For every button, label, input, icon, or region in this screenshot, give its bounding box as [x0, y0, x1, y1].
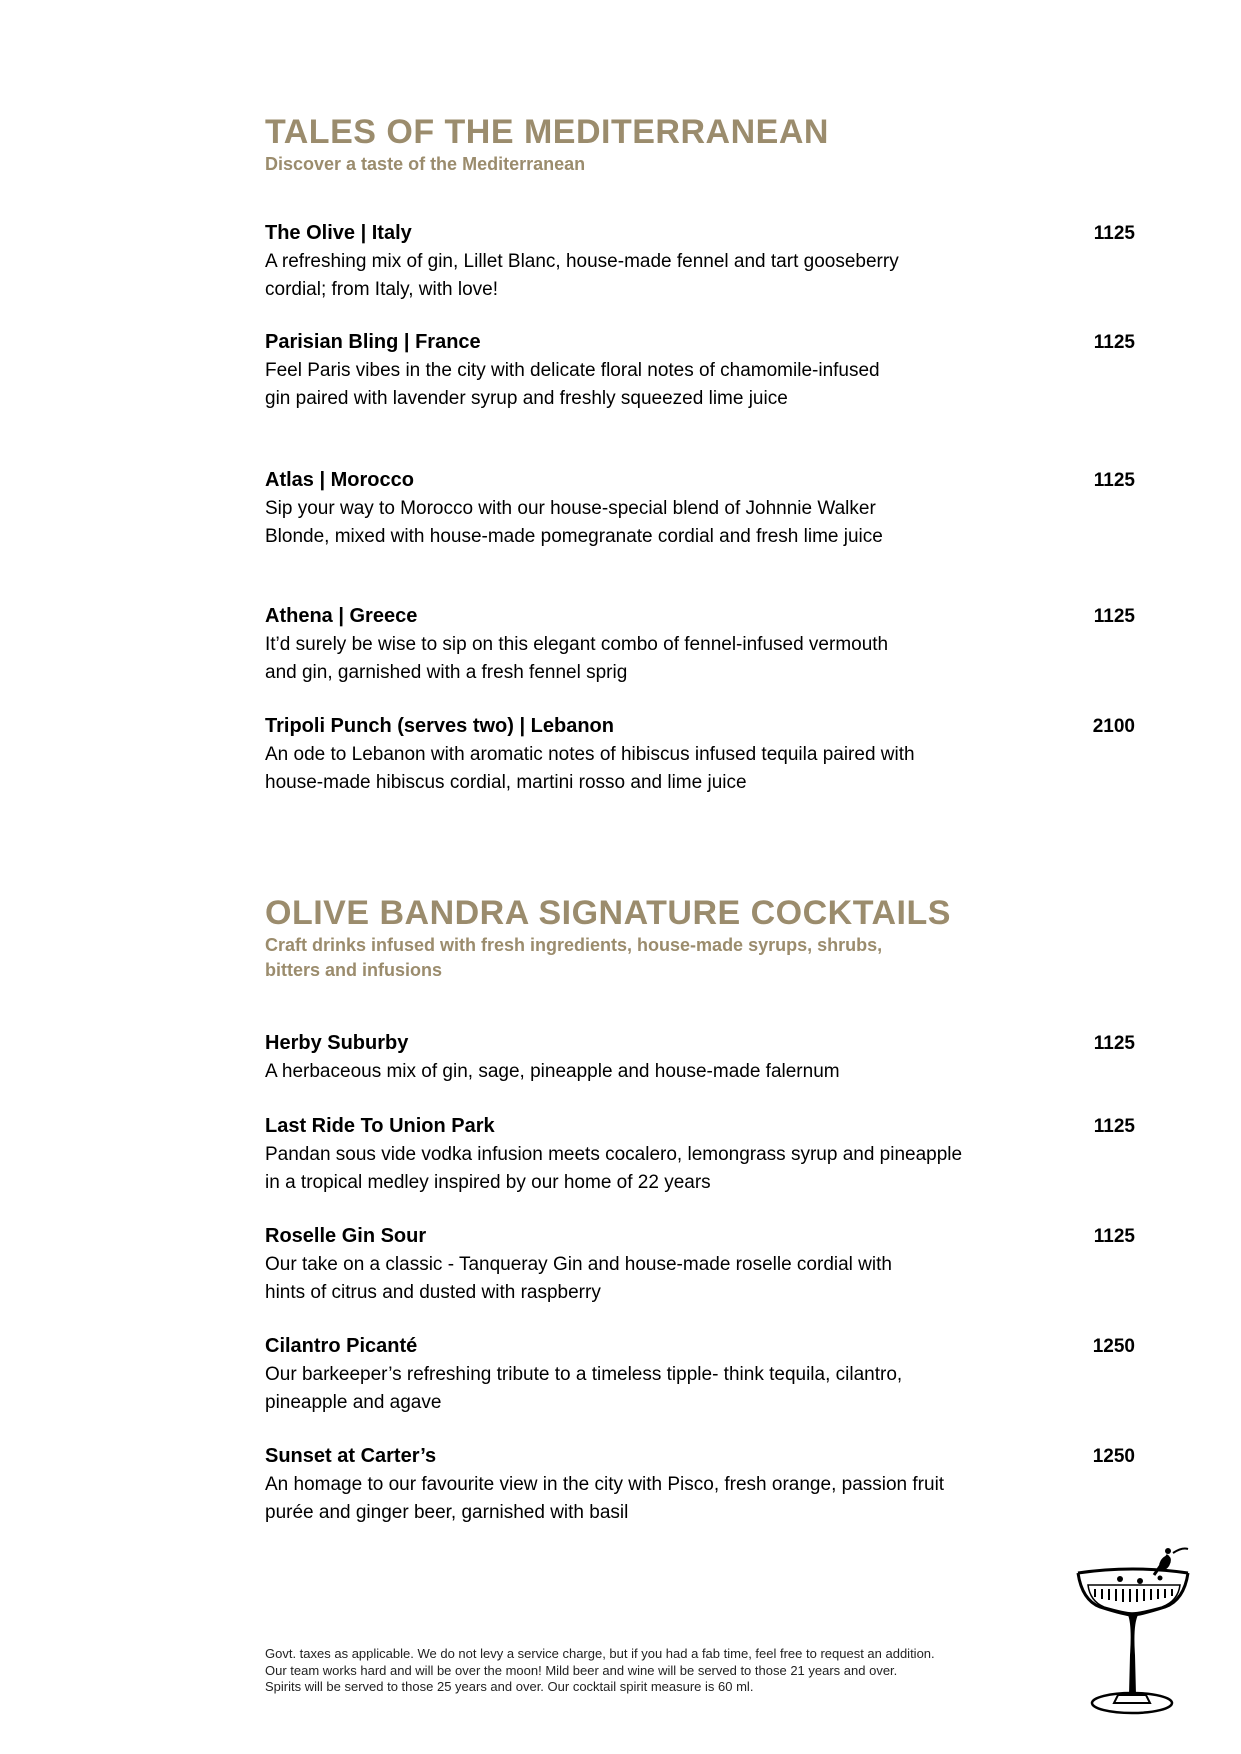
- cocktail-glass-icon: [1070, 1545, 1195, 1720]
- footer-disclaimer: [265, 1646, 1065, 1696]
- item-description: An ode to Lebanon with aromatic notes of hibiscus infused tequila paired with house-made hibiscus cordial, martini rosso and lime juice: [265, 744, 915, 793]
- menu-item: [265, 1112, 1135, 1196]
- menu-list: [265, 1442, 1135, 1526]
- item-price: 1125: [1093, 470, 1135, 491]
- menu-item: [265, 1222, 1135, 1306]
- footer-line: Govt. taxes as applicable. We do not levy a service charge, but if you had a fab time, feel free to request an addition.: [265, 1646, 935, 1661]
- item-price: 1125: [1093, 606, 1135, 627]
- item-name: Last Ride To Union Park: [265, 1115, 495, 1137]
- menu-item: [265, 1332, 1135, 1416]
- menu-item: [265, 466, 1135, 550]
- item-name: Cilantro Picanté: [265, 1335, 418, 1357]
- item-description: A herbaceous mix of gin, sage, pineapple and house-made falernum: [265, 1061, 840, 1082]
- item-description: Pandan sous vide vodka infusion meets cocalero, lemongrass syrup and pineapple in a tropical medley inspired by our home of 22 years: [265, 1144, 963, 1193]
- item-description: An homage to our favourite view in the city with Pisco, fresh orange, passion fruit purée and ginger beer, garnished with basil: [265, 1474, 945, 1523]
- item-price: 1125: [1093, 223, 1135, 244]
- section-mediterranean: [265, 112, 1135, 177]
- item-price: 1125: [1093, 332, 1135, 353]
- menu-list: [265, 1222, 1135, 1306]
- item-name: Sunset at Carter’s: [265, 1445, 437, 1467]
- menu-item: [265, 602, 1135, 686]
- section-subtitle: Craft drinks infused with fresh ingredients, house-made syrups, shrubs, bitters and infusions: [265, 935, 883, 980]
- item-price: 1125: [1093, 1226, 1135, 1247]
- item-price: 2100: [1092, 716, 1135, 737]
- item-name: The Olive | Italy: [265, 222, 412, 244]
- section-signature-cocktails: [265, 893, 1135, 983]
- item-description: Sip your way to Morocco with our house-special blend of Johnnie Walker Blonde, mixed with house-made pomegranate cordial and fresh lime juice: [265, 498, 883, 547]
- item-description: A refreshing mix of gin, Lillet Blanc, house-made fennel and tart gooseberry cordial; from Italy, with love!: [265, 251, 899, 300]
- item-description: Feel Paris vibes in the city with delicate floral notes of chamomile-infused gin paired with lavender syrup and freshly squeezed lime juice: [265, 360, 880, 409]
- menu-list: [265, 466, 1135, 550]
- menu-list: [265, 1332, 1135, 1416]
- menu-item: [265, 328, 1135, 412]
- item-description: It’d surely be wise to sip on this elegant combo of fennel-infused vermouth and gin, garnished with a fresh fennel sprig: [265, 634, 889, 683]
- footer-line: Spirits will be served to those 25 years and over. Our cocktail spirit measure is 60 ml.: [265, 1679, 754, 1694]
- item-description: Our take on a classic - Tanqueray Gin and house-made roselle cordial with hints of citrus and dusted with raspberry: [265, 1254, 892, 1303]
- item-name: Parisian Bling | France: [265, 331, 481, 353]
- menu-list: [265, 712, 1135, 796]
- item-price: 1250: [1092, 1336, 1135, 1357]
- section-subtitle: Discover a taste of the Mediterranean: [265, 154, 586, 174]
- footer-line: Our team works hard and will be over the moon! Mild beer and wine will be served to those 21 years and over.: [265, 1662, 898, 1678]
- section-title: TALES OF THE MEDITERRANEAN: [265, 113, 829, 151]
- item-name: Atlas | Morocco: [265, 469, 414, 491]
- menu-item: [265, 1442, 1135, 1526]
- menu-list: [265, 602, 1135, 686]
- menu-list: [265, 328, 1135, 412]
- item-name: Roselle Gin Sour: [265, 1225, 427, 1247]
- menu-item: [265, 219, 1135, 303]
- menu-list: [265, 1112, 1135, 1196]
- menu-list: [265, 1029, 1135, 1086]
- item-name: Athena | Greece: [265, 605, 418, 627]
- item-price: 1125: [1093, 1033, 1135, 1054]
- section-title: OLIVE BANDRA SIGNATURE COCKTAILS: [265, 894, 951, 932]
- menu-item: [265, 1029, 1135, 1086]
- item-price: 1250: [1092, 1446, 1135, 1467]
- item-name: Tripoli Punch (serves two) | Lebanon: [265, 715, 614, 737]
- menu-list: [265, 219, 1135, 303]
- menu-item: [265, 712, 1135, 796]
- item-price: 1125: [1093, 1116, 1135, 1137]
- item-description: Our barkeeper’s refreshing tribute to a timeless tipple- think tequila, cilantro, pineapple and agave: [265, 1364, 903, 1413]
- item-name: Herby Suburby: [265, 1032, 409, 1054]
